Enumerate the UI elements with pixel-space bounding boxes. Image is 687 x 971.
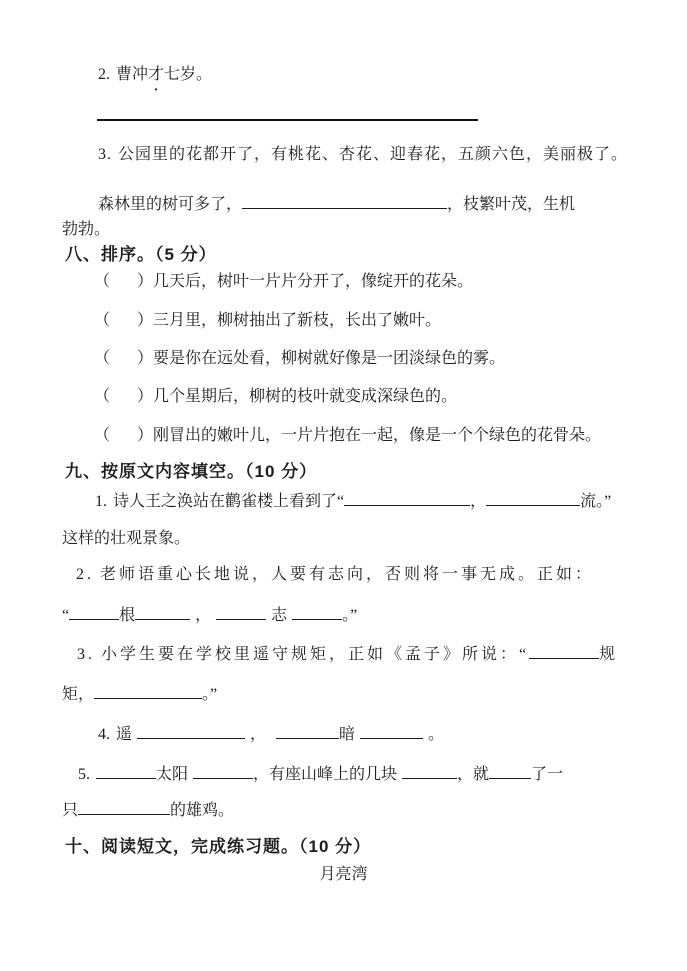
sort-item <box>94 310 441 331</box>
question-item-3-wrap <box>62 219 110 240</box>
section-10-heading <box>65 836 371 857</box>
emphasized-word <box>148 64 165 98</box>
question-number: 2. <box>98 66 110 83</box>
answer-blank[interactable] <box>489 761 531 779</box>
question-text: 。” <box>202 686 218 703</box>
question-text: ， <box>250 726 267 743</box>
section-10-heading-text: 十、阅读短文，完成练习题。（10 分） <box>65 837 372 856</box>
passage-title-text: 月亮湾 <box>319 866 368 883</box>
answer-blank[interactable] <box>96 761 156 779</box>
sort-item <box>94 425 601 446</box>
question-text: 根 <box>119 607 136 624</box>
question-text: 矩， <box>62 686 95 703</box>
section-9-heading-text: 九、按原文内容填空。（10 分） <box>65 462 318 481</box>
question-9-3-wrap <box>62 681 217 705</box>
answer-blank[interactable] <box>486 488 580 506</box>
paren-close: ） <box>137 273 154 290</box>
answer-blank[interactable] <box>135 602 190 620</box>
question-9-1-wrap <box>62 528 190 549</box>
order-answer-box[interactable] <box>110 387 137 401</box>
question-text: ， <box>195 607 212 624</box>
sort-item <box>94 348 505 369</box>
question-text: 老师语重心长地说，人要有志向，否则将一事无成。正如： <box>100 566 595 583</box>
question-9-2 <box>76 564 594 585</box>
question-text: ，枝繁叶茂，生机 <box>447 196 576 213</box>
question-item-3-fill <box>98 191 575 215</box>
question-9-4 <box>98 721 444 745</box>
question-text: 这样的壮观景象。 <box>62 530 191 547</box>
emphasis-dot: · <box>153 83 159 98</box>
question-text: ，就 <box>457 766 490 783</box>
question-number: 5. <box>78 766 90 783</box>
answer-blank[interactable] <box>137 721 245 739</box>
question-text: 流。” <box>580 493 612 510</box>
sort-item-text: 几天后，树叶一片片分开了，像绽开的花朵。 <box>153 273 474 290</box>
question-9-2-wrap <box>62 602 357 626</box>
section-9-heading <box>65 461 317 482</box>
sort-item <box>94 386 457 407</box>
order-answer-box[interactable] <box>110 311 137 325</box>
question-text: 森林里的树可多了， <box>98 196 243 213</box>
question-text: 诗人王之涣站在鹳雀楼上看到了“ <box>113 493 345 510</box>
question-item-2 <box>98 64 213 98</box>
question-text: 规 <box>599 646 619 663</box>
answer-blank[interactable] <box>360 721 423 739</box>
answer-blank[interactable] <box>216 602 266 620</box>
question-text: 小学生要在学校里遥守规矩，正如《孟子》所说：“ <box>101 646 530 663</box>
sort-item-text: 三月里，柳树抽出了新枝，长出了嫩叶。 <box>153 312 442 329</box>
question-text: 。 <box>428 726 445 743</box>
question-9-3 <box>77 641 618 665</box>
sort-item-text: 几个星期后，柳树的枝叶就变成深绿色的。 <box>153 388 458 405</box>
answer-blank[interactable] <box>292 602 342 620</box>
question-text: 遥 <box>116 726 133 743</box>
section-8-heading <box>65 244 217 265</box>
question-text: ， <box>470 493 487 510</box>
question-number: 3. <box>77 646 95 663</box>
answer-blank[interactable] <box>276 721 339 739</box>
question-number: 3. <box>98 146 112 163</box>
paren-close: ） <box>137 312 154 329</box>
question-text: 太阳 <box>156 766 189 783</box>
question-9-5-wrap <box>62 797 234 821</box>
sort-item <box>94 271 473 292</box>
question-text: 只 <box>62 802 79 819</box>
question-text: ，有座山峰上的几块 <box>253 766 398 783</box>
question-text: 曹冲 <box>116 66 149 83</box>
question-text: 了一 <box>531 766 564 783</box>
question-text: 勃勃。 <box>62 221 111 238</box>
answer-blank[interactable] <box>402 761 457 779</box>
order-answer-box[interactable] <box>110 426 137 440</box>
paren-open: （ <box>94 350 111 367</box>
question-text: 。” <box>342 607 358 624</box>
question-text: 的雄鸡。 <box>170 802 235 819</box>
answer-blank[interactable] <box>78 797 170 815</box>
question-text: 公园里的花都开了，有桃花、杏花、迎春花，五颜六色，美丽极了。 <box>118 146 629 163</box>
question-number: 2. <box>76 566 94 583</box>
question-number: 1. <box>95 493 107 510</box>
question-item-3 <box>98 144 628 165</box>
sort-item-text: 要是你在远处看，柳树就好像是一团淡绿色的雾。 <box>153 350 506 367</box>
paren-close: ） <box>137 388 154 405</box>
question-text: 七岁。 <box>164 66 213 83</box>
question-9-5 <box>78 761 563 785</box>
answer-blank[interactable] <box>529 641 599 659</box>
answer-blank[interactable] <box>69 602 119 620</box>
question-text: 暗 <box>339 726 356 743</box>
question-text: 志 <box>271 607 288 624</box>
paren-open: （ <box>94 273 111 290</box>
question-9-1 <box>95 488 611 512</box>
section-8-heading-text: 八、排序。（5 分） <box>65 245 217 264</box>
paren-open: （ <box>94 388 111 405</box>
answer-blank[interactable] <box>94 681 202 699</box>
passage-title <box>0 864 687 885</box>
answer-blank[interactable] <box>242 191 447 209</box>
question-number: 4. <box>98 726 110 743</box>
emphasized-word-text: 才 <box>148 66 165 83</box>
answer-line[interactable] <box>97 103 478 121</box>
paren-open: （ <box>94 312 111 329</box>
sort-item-text: 刚冒出的嫩叶儿，一片片抱在一起，像是一个个绿色的花骨朵。 <box>153 427 602 444</box>
paren-close: ） <box>137 427 154 444</box>
answer-blank[interactable] <box>193 761 253 779</box>
question-text: “ <box>62 607 70 624</box>
order-answer-box[interactable] <box>110 349 137 363</box>
paren-open: （ <box>94 427 111 444</box>
answer-blank[interactable] <box>344 488 470 506</box>
paren-close: ） <box>137 350 154 367</box>
order-answer-box[interactable] <box>110 272 137 286</box>
